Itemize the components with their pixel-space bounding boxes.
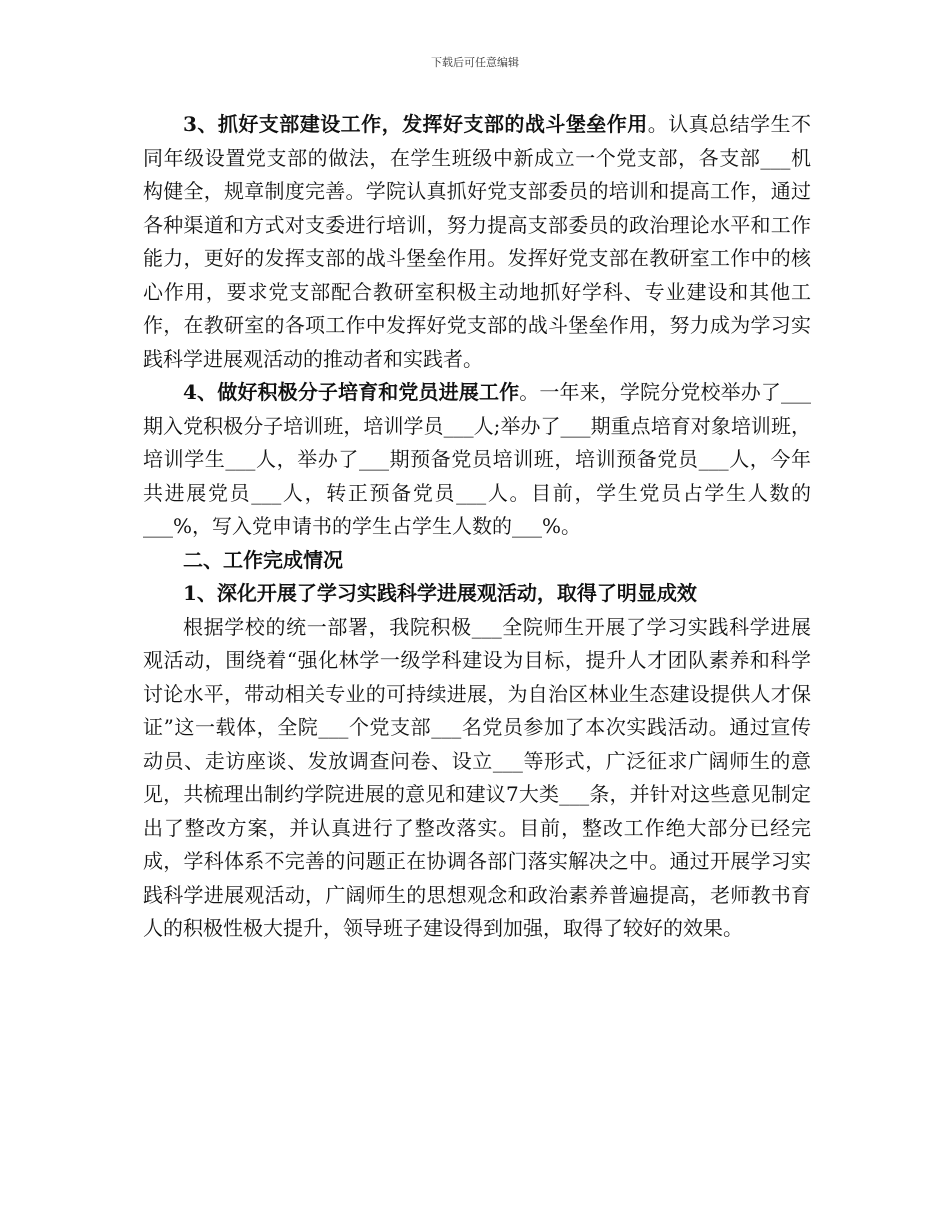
paragraph-branch-building bbox=[143, 108, 811, 376]
subsection-heading: 1、深化开展了学习实践科学进展观活动，取得了明显成效 bbox=[183, 581, 697, 605]
paragraph-lead-bold: 3、抓好支部建设工作，发挥好支部的战斗堡垒作用 bbox=[183, 112, 648, 136]
paragraph-practice-activity: 根据学校的统一部署，我院积极___全院师生开展了学习实践科学进展观活动，围绕着“强化林学一级学科建设为目标，提升人才团队素养和科学讨论水平，带动相关专业的可持续进展，为自治区林业生态建设提供人才保证”这一载体，全院___个党支部___名党员参加了本次实践活动。通过宣传动员、走访座谈、发放调查问卷、设立___等形式，广泛征求广阔师生的意见，共梳理出制约学院进展的意见和建议7大类___条，并针对这些意见制定出了整改方案，并认真进行了整改落实。目前，整改工作绝大部分已经完成，学科体系不完善的问题正在协调各部门落实解决之中。通过开展学习实践科学进展观活动，广阔师生的思想观念和政治素养普遍提高，老师教书育人的积极性极大提升，领导班子建设得到加强，取得了较好的效果。 bbox=[143, 614, 811, 940]
section-heading: 二、工作完成情况 bbox=[183, 547, 343, 572]
page-header: 下载后可任意编辑 bbox=[431, 56, 519, 69]
document-body bbox=[143, 108, 811, 946]
paragraph-text: 。认真总结学生不同年级设置党支部的做法，在学生班级中新成立一个党支部，各支部___机构健全，规章制度完善。学院认真抓好党支部委员的培训和提高工作，通过各种渠道和方式对支委进行培训，努力提高支部委员的政治理论水平和工作能力，更好的发挥支部的战斗堡垒作用。发挥好党支部在教研室工作中的核心作用，要求党支部配合教研室积极主动地抓好学科、专业建设和其他工作，在教研室的各项工作中发挥好党支部的战斗堡垒作用，努力成为学习实践科学进展观活动的推动者和实践者。 bbox=[143, 112, 812, 371]
paragraph-lead-bold: 4、做好积极分子培育和党员进展工作 bbox=[183, 380, 520, 404]
paragraph-activist-training bbox=[143, 376, 811, 544]
paragraph-text: 。一年来，学院分党校举办了___期入党积极分子培训班，培训学员___人;举办了___期重点培育对象培训班，培训学生___人，举办了___期预备党员培训班，培训预备党员___人，今年共进展党员___人，转正预备党员___人。目前，学生党员占学生人数的___%，写入党申请书的学生占学生人数的___%。 bbox=[143, 380, 812, 538]
